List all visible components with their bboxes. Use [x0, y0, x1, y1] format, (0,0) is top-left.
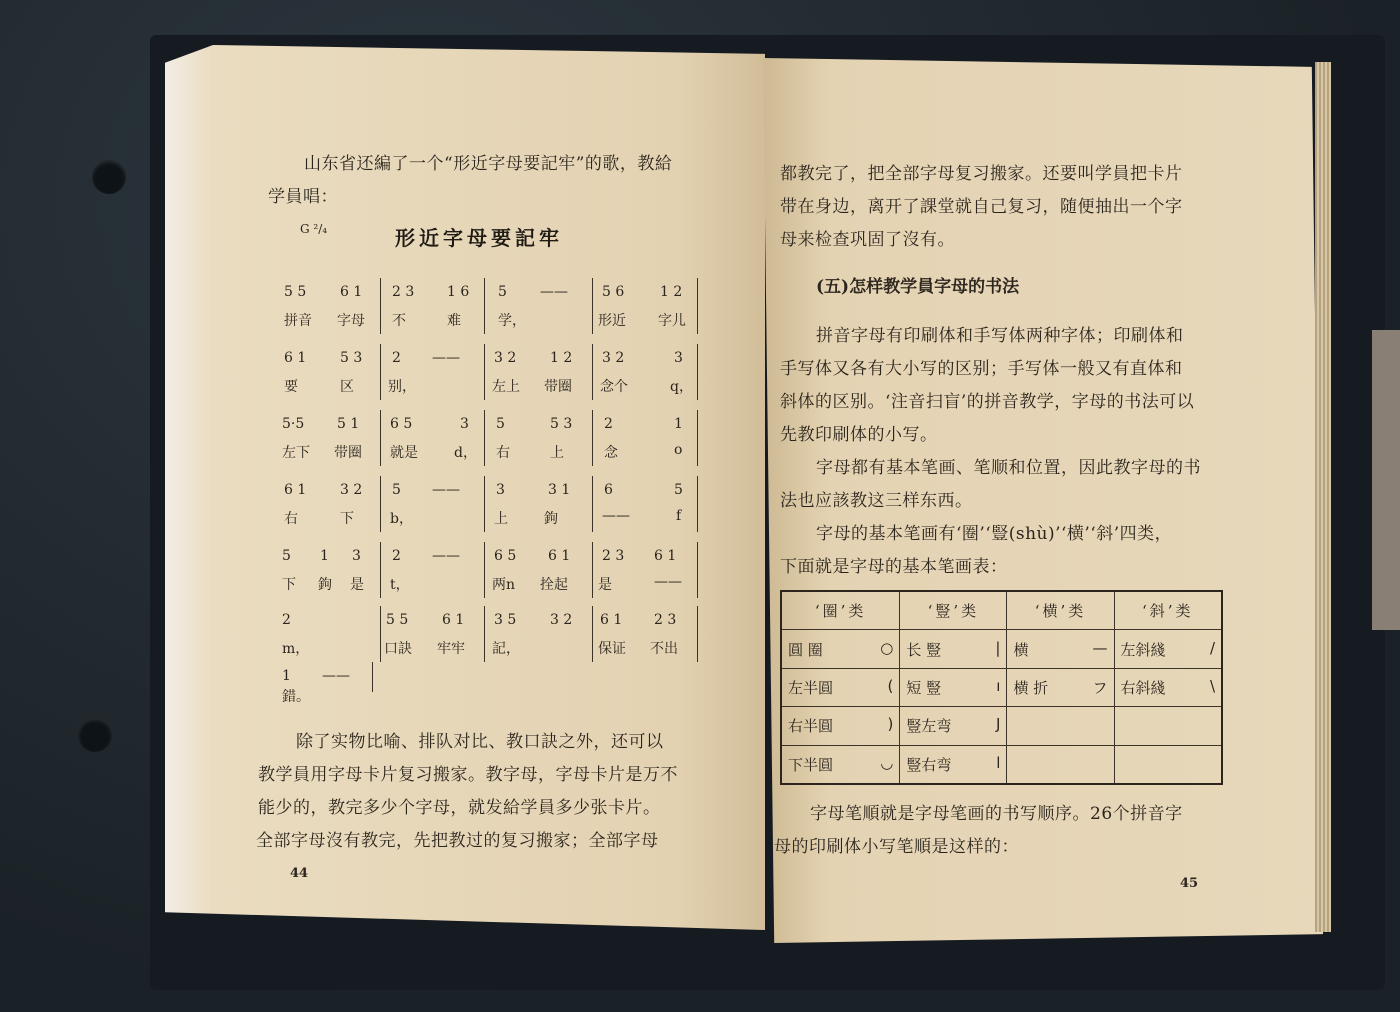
bar-line [380, 476, 381, 532]
note: 6 1 [284, 482, 307, 498]
table-cell [1007, 668, 1114, 706]
right-text-line: 斜体的区别。‘注音扫盲’的拼音教学，字母的书法可以 [780, 392, 1195, 412]
bar-line [697, 476, 698, 532]
lyric: 就是 [390, 445, 418, 461]
note: 2 [282, 612, 291, 628]
stroke-table [780, 590, 1223, 785]
note: 5·5 [282, 416, 305, 432]
song-key-signature: G ²/₄ [300, 222, 328, 236]
note: 3 2 [550, 612, 573, 628]
stroke-name: 豎左弯 [906, 717, 952, 736]
note: 3 [674, 350, 683, 366]
note: 5 6 [602, 284, 625, 300]
lyric: —— [654, 574, 682, 590]
lyric: 不 [392, 313, 406, 329]
lyric: 学， [498, 313, 526, 329]
note: 5 [392, 482, 401, 498]
left-text-line: 除了实物比喻、排队对比、教口訣之外，还可以 [296, 732, 664, 752]
left-text-line: 学員唱： [268, 187, 338, 207]
notation-row [282, 344, 702, 404]
note: 2 [604, 416, 613, 432]
song-title: 形近字母要記牢 [395, 226, 563, 250]
note: 3 [460, 416, 469, 432]
lyric: 难 [447, 313, 461, 329]
bar-line [484, 278, 485, 334]
stroke-glyph: l [996, 753, 1001, 772]
lyric: t， [390, 577, 410, 593]
table-cell [1007, 630, 1114, 668]
lyric: 拴起 [540, 577, 568, 593]
table-header: ‘圈’类 [781, 591, 900, 630]
stroke-glyph: フ [1092, 678, 1108, 697]
bar-line [484, 410, 485, 466]
note: 5 [496, 416, 505, 432]
lyric: 是 [598, 577, 612, 593]
table-cell [900, 668, 1007, 706]
bar-line [697, 542, 698, 598]
left-text-line: 山东省还編了一个“形近字母要記牢”的歌，教給 [304, 154, 673, 174]
bar-line [380, 278, 381, 334]
note: 2 [392, 350, 401, 366]
bar-line [380, 344, 381, 400]
stroke-glyph: J [996, 715, 1001, 734]
note: 6 5 [390, 416, 413, 432]
lyric: 牢牢 [437, 641, 465, 657]
note: 5 5 [284, 284, 307, 300]
table-row [781, 668, 1222, 706]
stroke-name: 长 豎 [906, 640, 942, 659]
note: 6 [604, 482, 613, 498]
note: 5 3 [340, 350, 363, 366]
stroke-name: 短 豎 [906, 678, 942, 697]
notation-row [282, 278, 702, 338]
table-cell [1114, 630, 1222, 668]
lyric: 两n [492, 577, 516, 593]
table-header: ‘横’类 [1007, 591, 1114, 630]
stroke-name: 横 [1013, 640, 1029, 659]
lyric: 上 [550, 445, 564, 461]
note: 1 2 [550, 350, 573, 366]
lyric: f [676, 508, 682, 524]
lyric: 左上 [492, 379, 520, 395]
note: 5 5 [386, 612, 409, 628]
note: 2 3 [392, 284, 415, 300]
page-edges [1315, 62, 1331, 932]
stroke-glyph: ) [887, 715, 894, 734]
bar-line [592, 278, 593, 334]
lyric: 要 [284, 379, 298, 395]
table-cell [781, 745, 900, 784]
bar-line [697, 410, 698, 466]
section-heading: (五)怎样教学員字母的书法 [816, 277, 1020, 297]
table-cell [1114, 707, 1222, 745]
table-cell [900, 630, 1007, 668]
lyric: o [674, 442, 683, 458]
left-text-line: 教学員用字母卡片复习搬家。教字母，字母卡片是万不 [258, 765, 678, 785]
right-text-line: 先教印刷体的小写。 [780, 425, 938, 445]
lyric: 下 [282, 577, 296, 593]
lyric: —— [602, 508, 630, 524]
bar-line [592, 344, 593, 400]
lyric: 字母 [337, 313, 365, 329]
stroke-glyph: \ [1209, 676, 1215, 695]
stroke-name: 横 折 [1013, 678, 1049, 697]
note: 5 [674, 482, 683, 498]
note: 5 3 [550, 416, 573, 432]
note: 6 1 [654, 548, 677, 564]
bar-line [380, 410, 381, 466]
lyric: 区 [340, 379, 354, 395]
table-cell [1007, 745, 1114, 784]
table-row [781, 745, 1222, 784]
stroke-glyph: | [995, 638, 1001, 657]
right-text-line: 母的印刷体小写笔順是这样的： [774, 837, 1019, 857]
bar-line [592, 410, 593, 466]
table-header: ‘斜’类 [1114, 591, 1222, 630]
bar-line [380, 542, 381, 598]
table-cell [781, 630, 900, 668]
note: 5 [498, 284, 507, 300]
lyric: 不出 [650, 641, 678, 657]
lyric: 口訣 [384, 641, 412, 657]
note: 1 2 [660, 284, 683, 300]
table-cell [1114, 668, 1222, 706]
table-cell [900, 745, 1007, 784]
bar-line [697, 344, 698, 400]
note: 2 [392, 548, 401, 564]
note: 5 [282, 548, 291, 564]
notation-row [282, 476, 702, 536]
note: 1 6 [447, 284, 470, 300]
bar-line [592, 606, 593, 662]
left-text-line: 能少的，教完多少个字母，就发給学員多少张卡片。 [258, 798, 661, 818]
page-number-left: 44 [290, 866, 309, 881]
lyric: 右 [284, 511, 298, 527]
right-text-line: 字母的基本笔画有‘圈’‘豎(shù)’‘横’‘斜’四类， [816, 524, 1173, 544]
lyric: 拼音 [284, 313, 312, 329]
bar-line [697, 606, 698, 662]
right-text-line: 下面就是字母的基本笔画表： [780, 557, 1008, 577]
table-cell [1007, 707, 1114, 745]
left-text-line: 全部字母沒有教完，先把教过的复习搬家；全部字母 [256, 831, 659, 851]
stroke-name: 左半圓 [788, 678, 834, 697]
lyric: 带圈 [544, 379, 572, 395]
bar-line [484, 606, 485, 662]
note: 3 [496, 482, 505, 498]
right-text-line: 字母都有基本笔画、笔顺和位置，因此教字母的书 [816, 458, 1201, 478]
lyric: 保证 [598, 641, 626, 657]
note: 1 [282, 668, 291, 684]
note: 6 1 [600, 612, 623, 628]
lyric: b， [390, 511, 413, 527]
stroke-glyph: ( [887, 676, 894, 695]
note: 2 3 [654, 612, 677, 628]
stroke-glyph: ı [996, 676, 1001, 695]
stroke-name: 下半圓 [788, 755, 834, 774]
stroke-glyph: ○ [880, 638, 894, 657]
note: 1 [674, 416, 683, 432]
table-header: ‘豎’类 [900, 591, 1007, 630]
lyric: m， [282, 641, 310, 657]
binder-hole-bottom [78, 718, 112, 752]
bar-line [592, 476, 593, 532]
lyric: d， [454, 445, 477, 461]
lyric: 念 [604, 445, 618, 461]
lyric: 左下 [282, 445, 310, 461]
table-cell [1114, 745, 1222, 784]
lyric: 是 [350, 577, 364, 593]
lyric: 下 [340, 511, 354, 527]
note: 2 3 [602, 548, 625, 564]
lyric: 字儿 [658, 313, 686, 329]
right-text-line: 都教完了，把全部字母复习搬家。还要叫学員把卡片 [780, 164, 1183, 184]
stroke-name: 左斜綫 [1120, 640, 1166, 659]
note: 3 5 [494, 612, 517, 628]
lyric: 鉤 [544, 511, 558, 527]
notation-row [282, 542, 702, 602]
note: —— [432, 548, 460, 564]
note: 6 1 [442, 612, 465, 628]
note: 3 1 [548, 482, 571, 498]
lyric: 带圈 [334, 445, 362, 461]
right-text-line: 字母笔順就是字母笔画的书写顺序。26个拼音字 [810, 804, 1183, 824]
background-edge [1372, 330, 1400, 630]
stroke-glyph: ◡ [880, 753, 894, 772]
note: 6 1 [548, 548, 571, 564]
note: 5 1 [337, 416, 360, 432]
bar-line [484, 476, 485, 532]
note: 6 5 [494, 548, 517, 564]
note: 6 1 [340, 284, 363, 300]
note: —— [432, 350, 460, 366]
right-text-line: 法也应該教这三样东西。 [780, 491, 973, 511]
note: 3 2 [494, 350, 517, 366]
note: 1 [320, 548, 329, 564]
stroke-glyph: / [1209, 638, 1215, 657]
right-text-line: 母来检查巩固了沒有。 [780, 230, 955, 250]
bar-line [484, 542, 485, 598]
table-cell [781, 707, 900, 745]
binder-hole-top [92, 160, 126, 194]
song-notation [282, 278, 702, 705]
note: 6 1 [284, 350, 307, 366]
table-row [781, 630, 1222, 668]
lyric: 形近 [598, 313, 626, 329]
stroke-name: 豎右弯 [906, 755, 952, 774]
notation-row [282, 662, 702, 722]
lyric: 念个 [600, 379, 628, 395]
note: 3 [352, 548, 361, 564]
right-text-line: 带在身边，离开了課堂就自己复习，随便抽出一个字 [780, 197, 1183, 217]
stroke-name: 右斜綫 [1120, 678, 1166, 697]
stroke-glyph: — [1092, 638, 1108, 657]
bar-line [484, 344, 485, 400]
lyric: 右 [496, 445, 510, 461]
right-text-line: 手写体又各有大小写的区别；手写体一般又有直体和 [780, 359, 1183, 379]
bar-line [380, 606, 381, 662]
table-header-row [781, 591, 1222, 630]
page-number-right: 45 [1180, 876, 1199, 891]
note: 3 2 [340, 482, 363, 498]
table-cell [781, 668, 900, 706]
lyric: q， [670, 379, 693, 395]
notation-row [282, 410, 702, 470]
lyric: 記， [492, 641, 520, 657]
table-row [781, 707, 1222, 745]
note: 3 2 [602, 350, 625, 366]
lyric: 鉤 [318, 577, 332, 593]
notation-row [282, 606, 702, 666]
right-text-line: 拼音字母有印刷体和手写体两种字体；印刷体和 [816, 326, 1184, 346]
note: —— [540, 284, 568, 300]
lyric: 錯。 [282, 689, 310, 705]
stroke-name: 右半圓 [788, 717, 834, 736]
stroke-name: 圓 圈 [788, 640, 823, 659]
note: —— [322, 668, 350, 684]
table-cell [900, 707, 1007, 745]
lyric: 上 [494, 511, 508, 527]
bar-line [372, 662, 373, 692]
bar-line [697, 278, 698, 334]
note: —— [432, 482, 460, 498]
lyric: 别， [388, 379, 416, 395]
bar-line [592, 542, 593, 598]
